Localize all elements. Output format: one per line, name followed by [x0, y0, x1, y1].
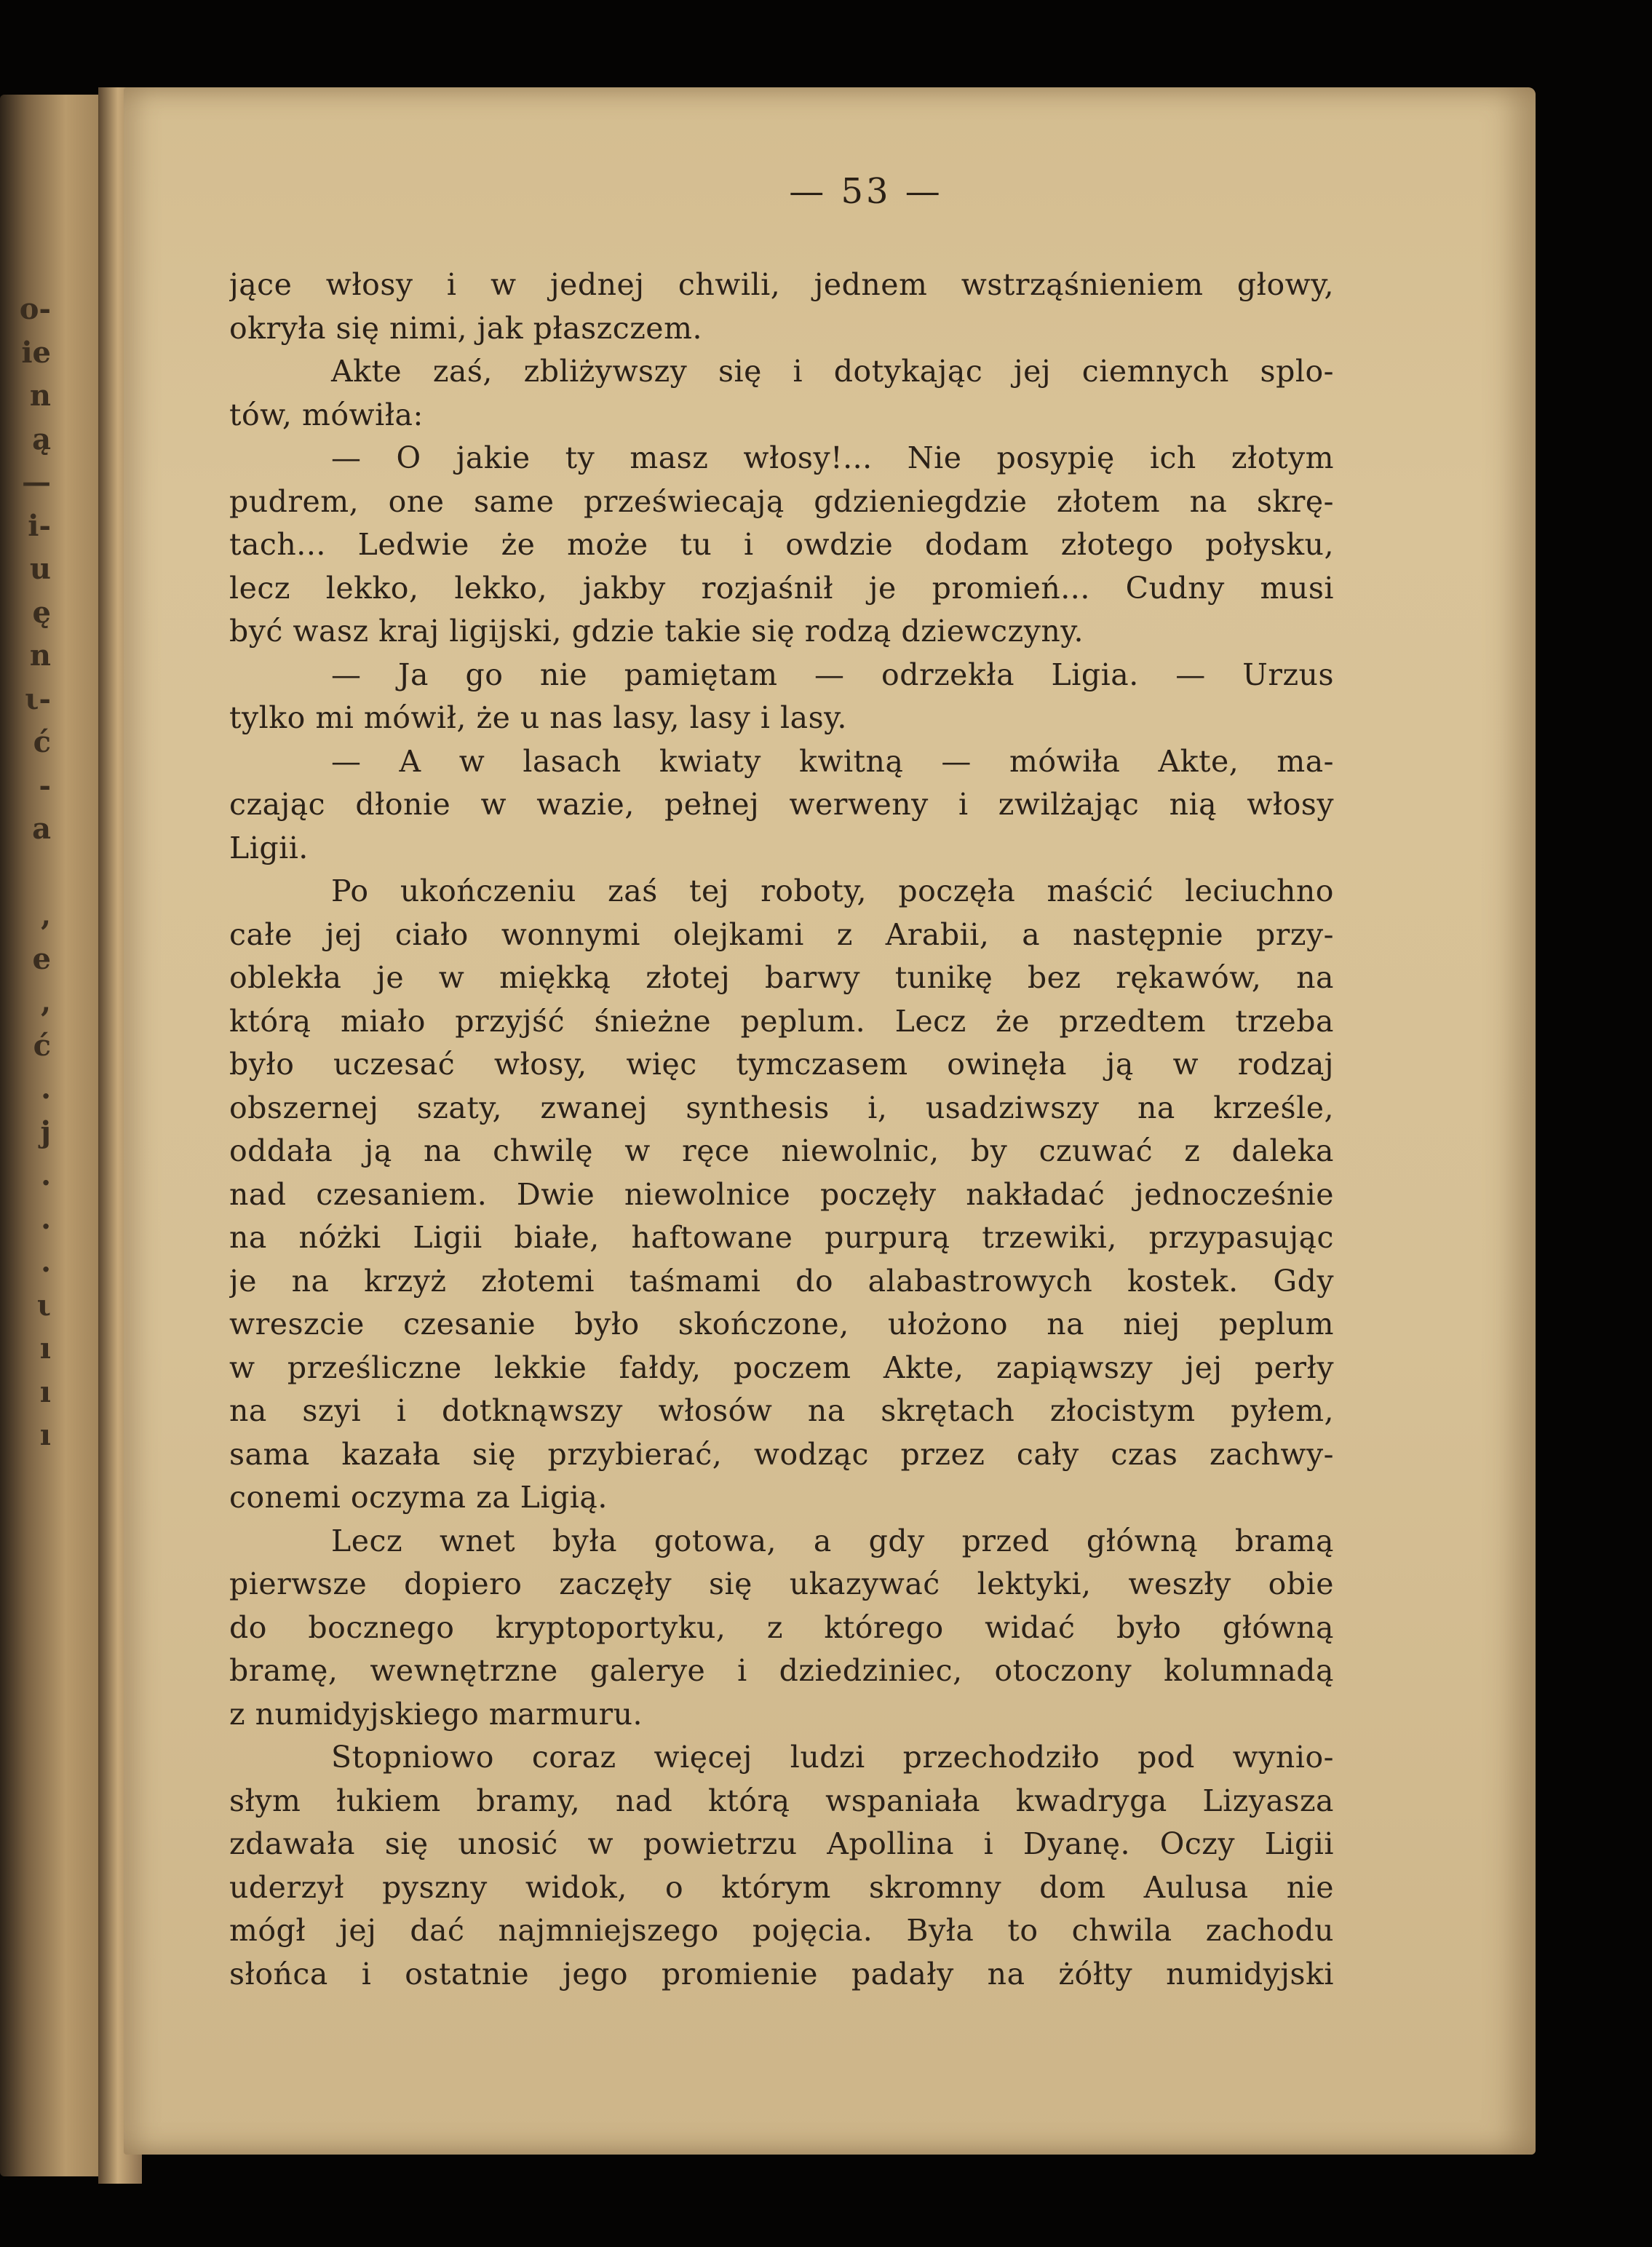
text-line: w prześliczne lekkie fałdy, poczem Akte, zapiąwszy jej perły [229, 1350, 1334, 1385]
text-line: słym łukiem bramy, nad którą wspaniała kwadryga Lizyasza [229, 1783, 1334, 1818]
text-line: z numidyjskiego marmuru. [229, 1696, 643, 1732]
text-line: być wasz kraj ligijski, gdzie takie się rodzą dziewczyny. [229, 614, 1084, 649]
text-line: czając dłonie w wazie, pełnej werweny i zwilżając nią włosy [229, 787, 1334, 822]
margin-fragment: - [39, 768, 51, 803]
text-line: pierwsze dopiero zaczęły się ukazywać lektyki, weszły obie [229, 1566, 1334, 1601]
text-line: Stopniowo coraz więcej ludzi przechodziło pod wynio- [331, 1740, 1334, 1775]
text-line: Po ukończeniu zaś tej roboty, poczęła maścić leciuchno [331, 873, 1334, 908]
margin-fragment: ę [32, 595, 51, 630]
left-page-edge [0, 95, 109, 2176]
text-line: pudrem, one same przeświecają gdzieniegdzie złotem na skrę- [229, 483, 1334, 519]
margin-fragment: n [29, 638, 51, 673]
margin-fragment: u [29, 552, 51, 586]
text-line: — Ja go nie pamiętam — odrzekła Ligia. — Urzus [331, 657, 1334, 692]
text-line: Ligii. [229, 830, 309, 865]
page-number: — 53 — [789, 171, 943, 212]
text-line: conemi oczyma za Ligią. [229, 1480, 608, 1515]
margin-fragment: e [32, 941, 51, 976]
text-line: tach... Ledwie że może tu i owdzie dodam złotego połysku, [229, 527, 1334, 562]
margin-fragment: ι [36, 1288, 51, 1323]
margin-fragment: ı [39, 1418, 51, 1452]
margin-fragment: , [41, 985, 51, 1019]
text-line: słońca i ostatnie jego promienie padały na żółty numidyjski [229, 1956, 1334, 1992]
text-line: do bocznego kryptoportyku, z którego widać było główną [229, 1609, 1334, 1645]
text-line: tylko mi mówił, że u nas lasy, lasy i lasy. [229, 700, 847, 735]
margin-fragment: . [41, 1071, 51, 1106]
text-line: okryła się nimi, jak płaszczem. [229, 310, 702, 346]
text-line: jące włosy i w jednej chwili, jednem wstrząśnieniem głowy, [229, 267, 1334, 302]
margin-fragment: . [41, 1158, 51, 1192]
margin-fragment: ć [33, 1028, 51, 1063]
margin-fragment: ı [39, 1331, 51, 1366]
margin-fragment: . [41, 1201, 51, 1236]
text-line: lecz lekko, lekko, jakby rozjaśnił je promień... Cudny musi [229, 570, 1334, 606]
margin-fragment: ı [39, 1374, 51, 1409]
margin-fragment: j [40, 1114, 51, 1149]
text-line: nad czesaniem. Dwie niewolnice poczęły nakładać jednocześnie [229, 1176, 1334, 1212]
text-line: bramę, wewnętrzne galerye i dziedziniec, otoczony kolumnadą [229, 1653, 1334, 1688]
text-line: wreszcie czesanie było skończone, ułożono na niej peplum [229, 1307, 1334, 1342]
text-line: na szyi i dotknąwszy włosów na skrętach złocistym pyłem, [229, 1393, 1334, 1428]
margin-fragment [0, 851, 65, 895]
text-line: sama kazała się przybierać, wodząc przez cały czas zachwy- [229, 1436, 1334, 1472]
text-line: Akte zaś, zbliżywszy się i dotykając jej ciemnych splo- [331, 354, 1334, 389]
text-line: — A w lasach kwiaty kwitną — mówiła Akte, ma- [331, 743, 1334, 779]
text-line: — O jakie ty masz włosy!... Nie posypię ich złotym [331, 440, 1334, 475]
margin-fragment: , [41, 898, 51, 932]
margin-fragment: — [22, 465, 51, 499]
text-line: oblekła je w miękką złotej barwy tunikę bez rękawów, na [229, 960, 1334, 995]
text-line: zdawała się unosić w powietrzu Apollina i Dyanę. Oczy Ligii [229, 1826, 1334, 1861]
margin-fragment: . [41, 1245, 51, 1279]
text-line: oddała ją na chwilę w ręce niewolnic, by czuwać z daleka [229, 1133, 1334, 1168]
text-line: było uczesać włosy, więc tymczasem owinęła ją w rodzaj [229, 1047, 1334, 1082]
margin-fragment: o- [19, 292, 51, 326]
text-line: obszernej szaty, zwanej synthesis i, usadziwszy na krześle, [229, 1090, 1334, 1125]
margin-fragment: ć [33, 725, 51, 759]
text-line: Lecz wnet była gotowa, a gdy przed główną bramą [331, 1523, 1334, 1558]
body-text [229, 263, 1334, 1996]
text-line: którą miało przyjść śnieżne peplum. Lecz że przedtem trzeba [229, 1003, 1334, 1039]
text-line: na nóżki Ligii białe, haftowane purpurą trzewiki, przypasując [229, 1220, 1334, 1255]
text-line: mógł jej dać najmniejszego pojęcia. Była to chwila zachodu [229, 1913, 1334, 1948]
book-page [124, 87, 1536, 2155]
text-line: całe jej ciało wonnymi olejkami z Arabii, a następnie przy- [229, 916, 1334, 952]
margin-fragment: ι- [25, 681, 51, 716]
margin-fragment: n [29, 379, 51, 413]
margin-fragment: ą [32, 421, 51, 456]
text-line: tów, mówiła: [229, 397, 424, 432]
text-line: uderzył pyszny widok, o którym skromny dom Aulusa nie [229, 1869, 1334, 1905]
margin-fragment: i- [28, 508, 51, 543]
margin-fragment: a [32, 812, 51, 846]
margin-fragment: ie [21, 335, 51, 370]
text-line: je na krzyż złotemi taśmami do alabastrowych kostek. Gdy [229, 1263, 1334, 1299]
left-margin-fragments [0, 288, 65, 1457]
